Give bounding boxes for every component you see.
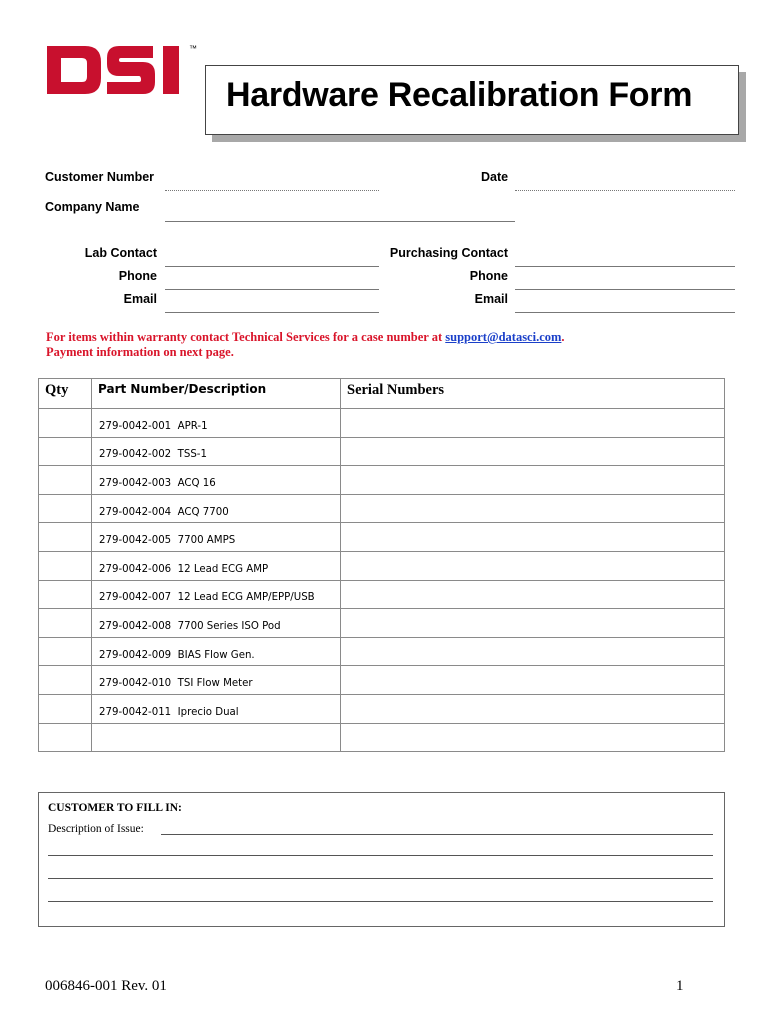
table-row (39, 494, 725, 523)
serial-cell[interactable] (341, 609, 725, 638)
purchasing-phone-label: Phone (469, 269, 508, 283)
serial-cell[interactable] (341, 551, 725, 580)
dsi-logo (45, 44, 195, 96)
warranty-note-text: For items within warranty contact Technical Services for a case number at (46, 330, 446, 344)
lab-contact-field[interactable] (165, 266, 379, 267)
customer-fill-in-box (38, 792, 725, 927)
purchasing-email-field[interactable] (515, 312, 735, 313)
part-cell: 279-0042-010 TSI Flow Meter (92, 666, 341, 695)
table-row (39, 466, 725, 495)
part-cell: 279-0042-009 BIAS Flow Gen. (92, 637, 341, 666)
customer-number-field[interactable] (165, 190, 379, 191)
qty-cell[interactable] (39, 466, 92, 495)
qty-header: Qty (39, 379, 92, 409)
qty-cell[interactable] (39, 494, 92, 523)
parts-table (38, 378, 725, 752)
warranty-note (46, 330, 565, 345)
serial-cell[interactable] (341, 694, 725, 723)
serial-header: Serial Numbers (341, 379, 725, 409)
support-email-link[interactable]: support@datasci.com (445, 330, 562, 344)
part-cell: 279-0042-003 ACQ 16 (92, 466, 341, 495)
qty-cell[interactable] (39, 523, 92, 552)
serial-cell[interactable] (341, 494, 725, 523)
page-title: Hardware Recalibration Form (226, 76, 693, 114)
lab-phone-field[interactable] (165, 289, 379, 290)
payment-note: Payment information on next page. (46, 345, 234, 359)
table-row (39, 551, 725, 580)
customer-number-label: Customer Number (45, 170, 155, 184)
table-row (39, 409, 725, 438)
qty-cell[interactable] (39, 723, 92, 752)
date-field[interactable] (515, 190, 735, 191)
serial-cell[interactable] (341, 523, 725, 552)
qty-cell[interactable] (39, 637, 92, 666)
part-cell: 279-0042-007 12 Lead ECG AMP/EPP/USB (92, 580, 341, 609)
table-header-row (39, 379, 725, 409)
table-row (39, 694, 725, 723)
lab-email-field[interactable] (165, 312, 379, 313)
table-row (39, 609, 725, 638)
purchasing-phone-field[interactable] (515, 289, 735, 290)
serial-cell[interactable] (341, 723, 725, 752)
lab-contact-label: Lab Contact (84, 246, 157, 260)
qty-cell[interactable] (39, 694, 92, 723)
part-cell: 279-0042-008 7700 Series ISO Pod (92, 609, 341, 638)
warranty-note-period: . (561, 330, 565, 344)
table-row (39, 437, 725, 466)
lab-phone-label: Phone (118, 269, 157, 283)
page-number: 1 (676, 978, 684, 994)
part-cell[interactable] (92, 723, 341, 752)
qty-cell[interactable] (39, 666, 92, 695)
part-cell: 279-0042-004 ACQ 7700 (92, 494, 341, 523)
part-cell: 279-0042-005 7700 AMPS (92, 523, 341, 552)
purchasing-email-label: Email (474, 292, 508, 306)
qty-cell[interactable] (39, 551, 92, 580)
serial-cell[interactable] (341, 437, 725, 466)
purchasing-contact-label: Purchasing Contact (389, 246, 508, 260)
serial-cell[interactable] (341, 580, 725, 609)
qty-cell[interactable] (39, 409, 92, 438)
lab-email-label: Email (123, 292, 157, 306)
qty-cell[interactable] (39, 580, 92, 609)
qty-cell[interactable] (39, 609, 92, 638)
description-label: Description of Issue: (48, 823, 144, 835)
company-name-label: Company Name (45, 200, 140, 214)
serial-cell[interactable] (341, 637, 725, 666)
part-header: Part Number/Description (92, 379, 341, 409)
table-row (39, 637, 725, 666)
title-box (205, 65, 739, 135)
part-cell: 279-0042-002 TSS-1 (92, 437, 341, 466)
qty-cell[interactable] (39, 437, 92, 466)
trademark-symbol: ™ (189, 44, 197, 53)
description-line[interactable] (48, 901, 713, 902)
table-row (39, 666, 725, 695)
table-row (39, 723, 725, 752)
part-cell: 279-0042-001 APR-1 (92, 409, 341, 438)
table-row (39, 523, 725, 552)
part-cell: 279-0042-006 12 Lead ECG AMP (92, 551, 341, 580)
table-row (39, 580, 725, 609)
date-label: Date (481, 170, 509, 184)
customer-section-title: CUSTOMER TO FILL IN: (48, 802, 182, 814)
purchasing-contact-field[interactable] (515, 266, 735, 267)
part-cell: 279-0042-011 Iprecio Dual (92, 694, 341, 723)
description-line[interactable] (48, 855, 713, 856)
document-number: 006846-001 Rev. 01 (45, 978, 167, 994)
description-line[interactable] (161, 834, 713, 835)
serial-cell[interactable] (341, 666, 725, 695)
serial-cell[interactable] (341, 409, 725, 438)
company-name-field[interactable] (165, 221, 515, 222)
description-line[interactable] (48, 878, 713, 879)
serial-cell[interactable] (341, 466, 725, 495)
